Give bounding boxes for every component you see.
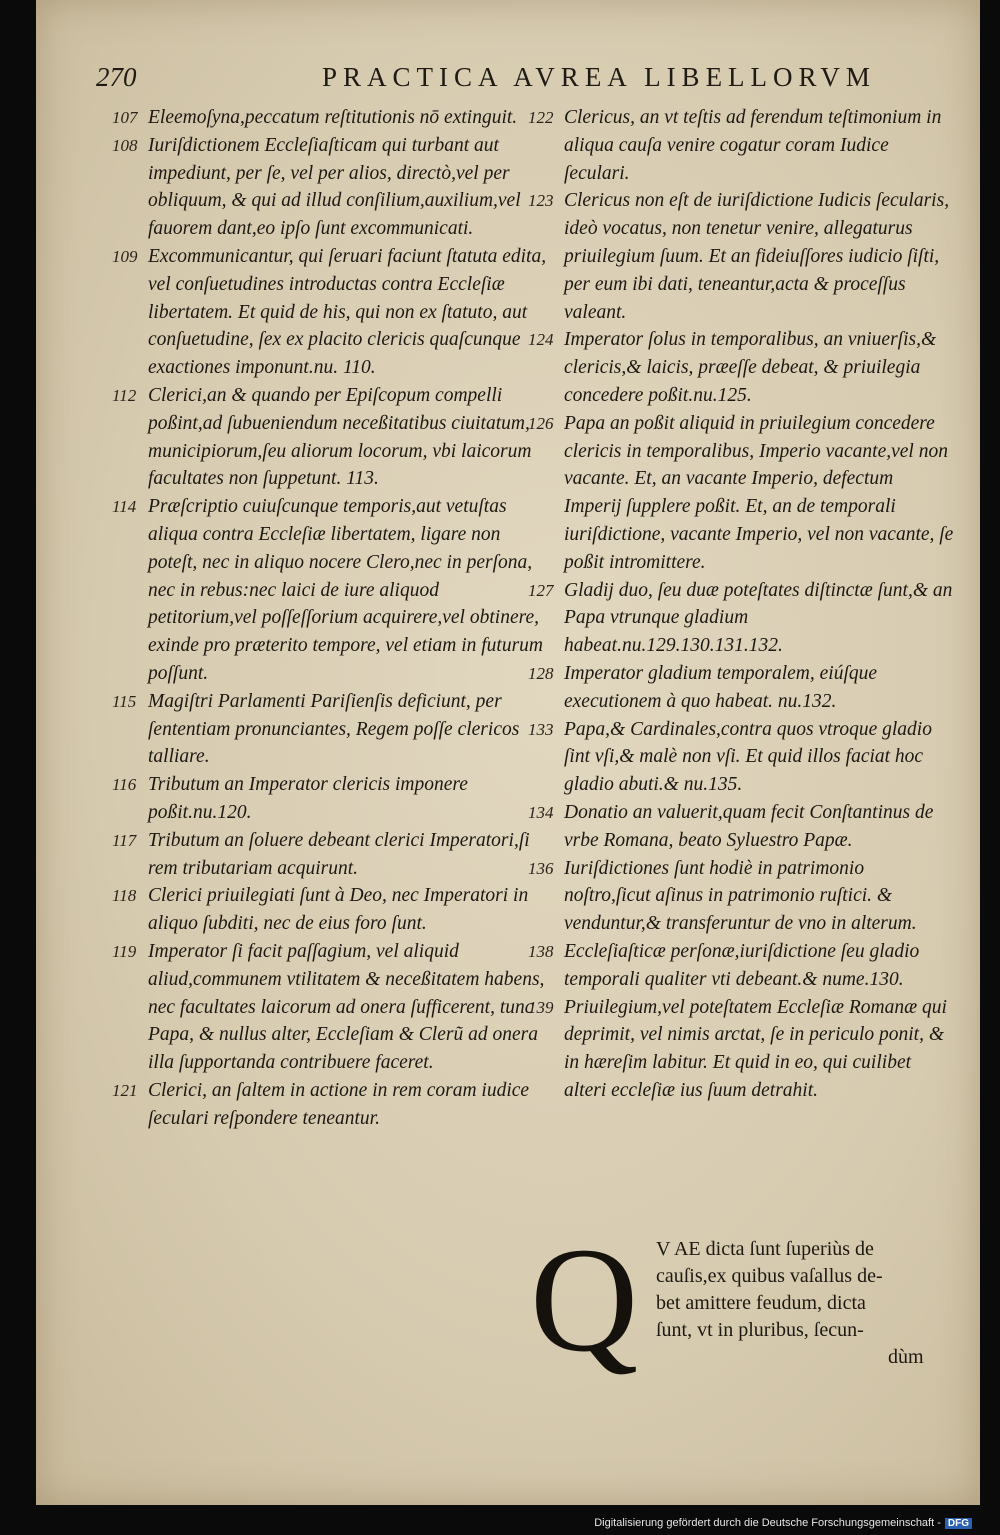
entry-number: 127 [528,580,554,600]
index-entry [528,326,954,409]
index-entry [528,716,954,799]
entry-text: Clericus, an vt teſtis ad ferendum teſtimonium in aliqua cauſa venire cogatur coram Iudice ſeculari. [564,107,942,184]
entry-number: 138 [528,941,554,961]
entry-number: 128 [528,663,554,683]
entry-text: Magiſtri Parlamenti Pariſienſis deficiunt, per ſententiam pronunciantes, Regem poſſe clericos talliare. [148,690,520,768]
entry-text: Clericus non eſt de iuriſdictione Iudicis ſecularis, ideò vocatus, non tenetur venire, allegaturus priuilegium ſuum. Et an fideiuſſores iudicio ſiſti, per eum ibi dati, teneantur,acta & proceſſus valeant. [564,190,950,323]
index-entry [112,382,552,493]
page-header [96,62,882,98]
entry-number: 121 [112,1080,138,1100]
entry-text: Donatio an valuerit,quam fecit Conſtantinus de vrbe Romana, beato Syluestro Papæ. [564,801,934,851]
entry-text: Præſcriptio cuiuſcunque temporis,aut vetuſtas aliqua contra Eccleſiæ libertatem, ligare non poteſt, nec in aliquo nocere Clero,nec in perſona, nec in rebus:nec laici de iure aliquod petitorium,vel poſſeſſorium acquirere,vel obtinere, exinde pro præterito tempore, vel etiam in futurum poſſunt. [148,496,543,684]
entry-text: Eccleſiaſticæ perſonæ,iuriſdictione ſeu gladio temporali qualiter vti debeant.& nume.130. [564,940,920,990]
entry-text: Papa an poßit aliquid in priuilegium concedere clericis in temporalibus, Imperio vacante,vel non vacante. Et, an vacante Imperio, defectum Imperij ſupplere poßit. Et, an de temporali iuriſdictione, vacante Imperio, vel non vacante, ſe poßit intromittere. [564,412,954,573]
entry-text: Imperator gladium temporalem, eiúſque executionem à quo habeat. nu.132. [564,662,878,712]
index-entry [528,660,954,716]
entry-number: 134 [528,802,554,822]
entry-number: 108 [112,135,138,155]
right-column [528,104,954,1105]
entry-text: Excommunicantur, qui ſeruari faciunt ſtatuta edita, vel conſuetudines introductas contra Eccleſiæ libertatem. Et quid de his, qui non ex ſtatuto, aut conſuetudine, ſex ex placito clericis quaſcunque exactiones imponunt.nu. 110. [148,245,547,379]
index-entry [528,855,954,938]
entry-text: Eleemoſyna,peccatum reſtitutionis nō extinguit. [148,107,518,128]
index-entry [112,493,552,688]
credit-text: Digitalisierung gefördert durch die Deutsche Forschungsgemeinschaft - [594,1517,941,1529]
entry-text: Tributum an ſoluere debeant clerici Imperatori,ſi rem tributariam acquirunt. [148,829,530,879]
entry-number: 123 [528,191,554,211]
index-entry [112,132,552,243]
index-entry [528,799,954,855]
entry-number: 109 [112,246,138,266]
index-entry [528,938,954,994]
entry-number: 114 [112,497,137,517]
entry-number: 136 [528,858,554,878]
entry-text: Iuriſdictionem Eccleſiaſticam qui turbant aut impediunt, per ſe, vel per alios, directò,vel per obliquum, & qui ad illud conſilium,auxilium,vel fauorem dant,eo ipſo ſunt excommunicati. [148,134,521,240]
dfg-logo: DFG [945,1518,972,1529]
body-line: V AE dicta ſunt ſuperiùs de [656,1238,874,1260]
index-entry [528,187,954,326]
entry-text: Iuriſdictiones ſunt hodiè in patrimonio noſtro,ſicut aſinus in patrimonio ruſtici. & venduntur,& transferuntur de vno in alterum. [564,857,917,935]
drop-cap-initial: Q [530,1217,639,1383]
entry-number: 116 [112,775,137,795]
index-entry [528,994,954,1105]
entry-number: 107 [112,108,138,127]
entry-number: 122 [528,108,554,127]
entry-text: Tributum an Imperator clericis imponere poßit.nu.120. [148,774,468,823]
index-entry [528,410,954,577]
index-entry [112,882,552,938]
index-entry [112,243,552,382]
entry-number: 117 [112,830,137,850]
index-entry [112,938,552,1077]
entry-text: Gladij duo, ſeu duæ poteſtates diſtinctæ ſunt,& an Papa vtrunque gladium habeat.nu.129.130.131.132. [564,579,953,657]
entry-text: Priuilegium,vel poteſtatem Eccleſiæ Romanæ qui deprimit, vel nimis arctat, ſe in periculo ponit, & in hæreſim labitur. Et quid in eo, qui cuilibet alteri eccleſiæ ius ſuum detrahit. [564,996,947,1101]
entry-number: 126 [528,413,554,433]
page-number: 270 [96,62,137,92]
index-entry [112,104,552,132]
entry-text: Imperator ſi facit paſſagium, vel aliquid aliud,communem vtilitatem & neceßitatem habens, nec facultates laicorum ad onera ſufficerent, tunc Papa, & nullus alter, Eccleſiam & Clerũ ad onera illa ſupportanda contribuere faceret. [148,940,545,1074]
body-line: cauſis,ex quibus vaſallus de- [656,1265,883,1287]
index-entry [528,577,954,660]
entry-number: 115 [112,691,137,711]
running-title: PRACTICA AVREA LIBELLORVM [322,62,876,92]
entry-text: Clerici,an & quando per Epiſcopum compelli poßint,ad ſubueniendum neceßitatibus ciuitatum, municipiorum,ſeu aliorum locorum, vbi laicorum facultates non ſuppetunt. 113. [148,384,532,490]
entry-number: 119 [112,941,137,961]
index-entry [528,104,954,187]
index-entry [112,827,552,883]
entry-number: 133 [528,719,554,739]
entry-number: 124 [528,330,554,350]
entry-number: 118 [112,886,137,906]
index-entry [112,688,552,771]
entry-text: Imperator ſolus in temporalibus, an vniuerſis,& clericis,& laicis, præeſſe debeat, & priuilegia concedere poßit.nu.125. [564,329,937,406]
index-entry [112,771,552,827]
left-column [112,104,552,1132]
index-entry [112,1077,552,1133]
digitization-credit [594,1517,972,1529]
body-text-block [528,1217,948,1383]
entry-text: Clerici, an ſaltem in actione in rem coram iudice ſeculari reſpondere teneantur. [148,1079,530,1129]
body-line: dùm [888,1346,924,1368]
entry-number: 112 [112,385,137,405]
body-line: bet amittere feudum, dicta [656,1292,866,1314]
entry-text: Clerici priuilegiati ſunt à Deo, nec Imperatori in aliquo ſubditi, nec de eius foro ſunt. [148,885,529,935]
entry-number: 139 [528,997,554,1017]
entry-text: Papa,& Cardinales,contra quos vtroque gladio ſint vſi,& malè non vſi. Et quid illos faciat hoc gladio abuti.& nu.135. [564,718,932,796]
body-line: ſunt, vt in pluribus, ſecun- [656,1319,864,1341]
